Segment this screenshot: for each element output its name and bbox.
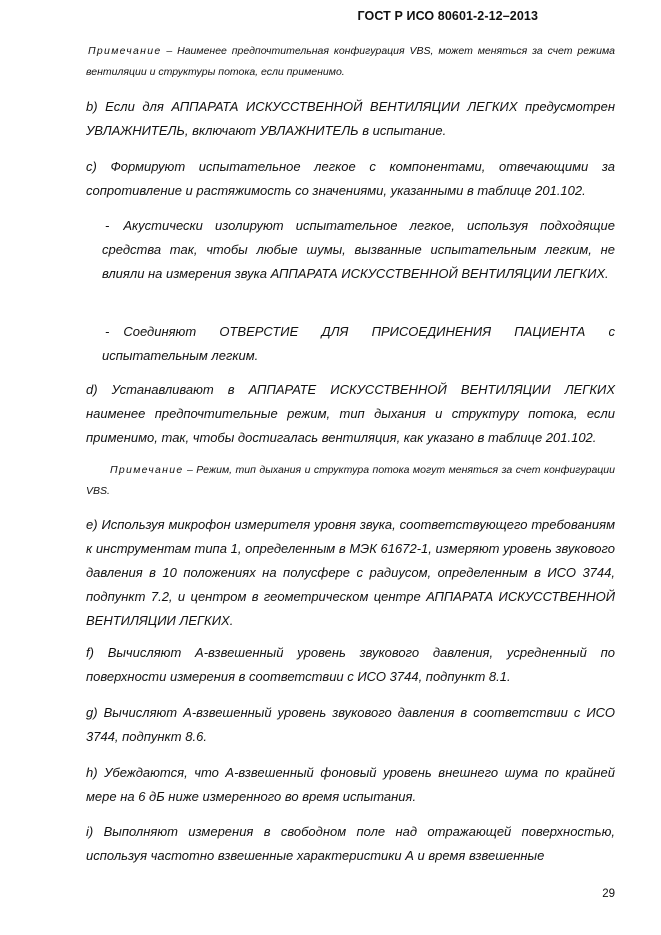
note-1-dash: – [166,45,173,57]
note-1 [86,41,615,83]
note-2-dash: – [186,464,193,476]
note-2 [86,460,615,502]
dash-marker: - [105,218,110,233]
note-1-label: Примечание [88,45,162,57]
dash-marker: - [105,324,110,339]
item-e: e) Используя микрофон измерителя уровня звука, соответствующего требованиям к инструментам типа 1, определенным в МЭК 61672-1, измеряют уровень звукового давления в 10 положениях на полусфере с радиусом, определенным в ИСО 3744, подпункт 7.2, и центром в геометрическом центре АППАРАТА ИСКУССТВЕННОЙ ВЕНТИЛЯЦИИ ЛЕГКИХ. [86,517,615,628]
item-i: i) Выполняют измерения в свободном поле над отражающей поверхностью, используя частотно взвешенные характеристики А и время взвешенные [86,824,615,863]
item-c-dash-1 [102,214,615,286]
item-h: h) Убеждаются, что А-взвешенный фоновый уровень внешнего шума по крайней мере на 6 дБ ниже измеренного во время испытания. [86,765,615,804]
item-b: b) Если для АППАРАТА ИСКУССТВЕННОЙ ВЕНТИЛЯЦИИ ЛЕГКИХ предусмотрен УВЛАЖНИТЕЛЬ, включают УВЛАЖНИТЕЛЬ в испытание. [86,99,615,138]
item-d: d) Устанавливают в АППАРАТЕ ИСКУССТВЕННОЙ ВЕНТИЛЯЦИИ ЛЕГКИХ наименее предпочтительные режим, тип дыхания и структуру потока, если применимо, так, чтобы достигалась вентиляция, как указано в таблице 201.102. [86,382,615,445]
item-c: c) Формируют испытательное легкое с компонентами, отвечающими за сопротивление и растяжимость со значениями, указанными в таблице 201.102. [86,159,615,198]
note-2-label: Примечание [110,464,184,476]
item-c-dash-1-text: Акустически изолируют испытательное легкое, используя подходящие средства так, чтобы любые шумы, вызванные испытательным легким, не влияли на измерения звука АППАРАТА ИСКУССТВЕННОЙ ВЕНТИЛЯЦИИ ЛЕГКИХ. [102,218,615,281]
note-2-text: Режим, тип дыхания и структура потока могут меняться за счет конфигурации VBS. [86,464,615,497]
page-number: 29 [602,888,615,900]
item-c-dash-2 [102,320,615,368]
item-f: f) Вычисляют А-взвешенный уровень звукового давления, усредненный по поверхности измерения в соответствии с ИСО 3744, подпункт 8.1. [86,645,615,684]
item-g: g) Вычисляют А-взвешенный уровень звукового давления в соответствии с ИСО 3744, подпункт 8.6. [86,705,615,744]
document-header: ГОСТ Р ИСО 80601-2-12–2013 [357,9,538,23]
item-c-dash-2-text: Соединяют ОТВЕРСТИЕ ДЛЯ ПРИСОЕДИНЕНИЯ ПАЦИЕНТА с испытательным легким. [102,324,615,363]
note-1-text: Наименее предпочтительная конфигурация VBS, может меняться за счет режима вентиляции и структуры потока, если применимо. [86,45,616,78]
